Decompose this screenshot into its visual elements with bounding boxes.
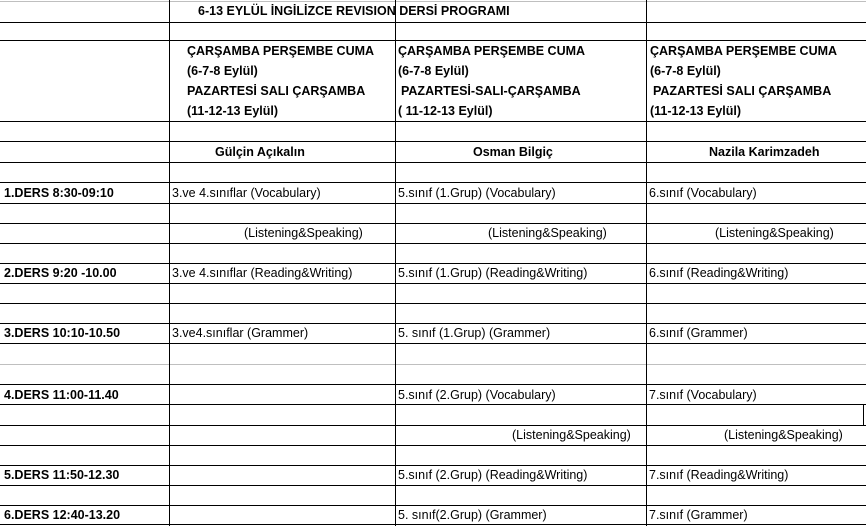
- grid-line: [0, 121, 866, 122]
- grid-line: [0, 343, 866, 344]
- grid-line: [863, 404, 864, 425]
- lesson-cell: (Listening&Speaking): [244, 226, 363, 240]
- grid-line: [0, 303, 866, 304]
- lesson-cell: 3.ve 4.sınıflar (Vocabulary): [172, 186, 321, 200]
- lesson-cell: 5. sınıf (1.Grup) (Grammer): [398, 326, 551, 340]
- day-header-line: (11-12-13 Eylül): [187, 104, 279, 118]
- grid-line: [169, 0, 170, 526]
- lesson-cell: (Listening&Speaking): [715, 226, 834, 240]
- lesson-cell: 6.sınıf (Grammer): [649, 326, 748, 340]
- grid-line: [0, 22, 866, 23]
- day-header-line: (6-7-8 Eylül): [187, 64, 258, 78]
- grid-line: [0, 364, 866, 365]
- lesson-time: 5.DERS 11:50-12.30: [4, 468, 120, 482]
- grid-line: [0, 283, 866, 284]
- grid-line: [395, 0, 396, 526]
- lesson-cell: 3.ve 4.sınıflar (Reading&Writing): [172, 266, 353, 280]
- day-header-line: PAZARTESİ SALI ÇARŞAMBA: [653, 84, 832, 98]
- day-header-line: (6-7-8 Eylül): [650, 64, 721, 78]
- lesson-time: 3.DERS 10:10-10.50: [4, 326, 121, 340]
- lesson-cell: 5.sınıf (2.Grup) (Reading&Writing): [398, 468, 588, 482]
- lesson-cell: 6.sınıf (Vocabulary): [649, 186, 757, 200]
- grid-line: [0, 162, 866, 163]
- lesson-cell: 5.sınıf (1.Grup) (Reading&Writing): [398, 266, 588, 280]
- day-header-line: ( 11-12-13 Eylül): [398, 104, 493, 118]
- grid-line: [0, 445, 866, 446]
- day-header-line: PAZARTESİ-SALI-ÇARŞAMBA: [401, 84, 581, 98]
- lesson-time: 1.DERS 8:30-09:10: [4, 186, 114, 200]
- day-header-line: ÇARŞAMBA PERŞEMBE CUMA: [650, 44, 838, 58]
- lesson-time: 4.DERS 11:00-11.40: [4, 388, 119, 402]
- lesson-cell: 5.sınıf (1.Grup) (Vocabulary): [398, 186, 556, 200]
- day-header-line: (11-12-13 Eylül): [650, 104, 742, 118]
- teacher-name: Gülçin Açıkalın: [215, 145, 305, 159]
- lesson-cell: (Listening&Speaking): [512, 428, 631, 442]
- lesson-cell: 5. sınıf(2.Grup) (Grammer): [398, 508, 547, 522]
- lesson-cell: (Listening&Speaking): [488, 226, 607, 240]
- lesson-cell: 5.sınıf (2.Grup) (Vocabulary): [398, 388, 556, 402]
- lesson-cell: 7.sınıf (Vocabulary): [649, 388, 757, 402]
- grid-line: [646, 0, 647, 526]
- lesson-cell: 6.sınıf (Reading&Writing): [649, 266, 789, 280]
- day-header-line: (6-7-8 Eylül): [398, 64, 469, 78]
- lesson-cell: 7.sınıf (Reading&Writing): [649, 468, 789, 482]
- page-title: 6-13 EYLÜL İNGİLİZCE REVISION DERSİ PROGRAMI: [198, 4, 510, 18]
- lesson-time: 6.DERS 12:40-13.20: [4, 508, 121, 522]
- lesson-cell: 7.sınıf (Grammer): [649, 508, 748, 522]
- grid-line: [0, 203, 866, 204]
- teacher-name: Nazila Karimzadeh: [709, 145, 820, 159]
- day-header-line: ÇARŞAMBA PERŞEMBE CUMA: [398, 44, 586, 58]
- teacher-name: Osman Bilgiç: [473, 145, 553, 159]
- day-header-line: ÇARŞAMBA PERŞEMBE CUMA: [187, 44, 375, 58]
- day-header-line: PAZARTESİ SALI ÇARŞAMBA: [187, 84, 366, 98]
- lesson-time: 2.DERS 9:20 -10.00: [4, 266, 117, 280]
- lesson-cell: 3.ve4.sınıflar (Grammer): [172, 326, 309, 340]
- grid-line: [0, 485, 866, 486]
- lesson-cell: (Listening&Speaking): [724, 428, 843, 442]
- grid-line: [0, 243, 866, 244]
